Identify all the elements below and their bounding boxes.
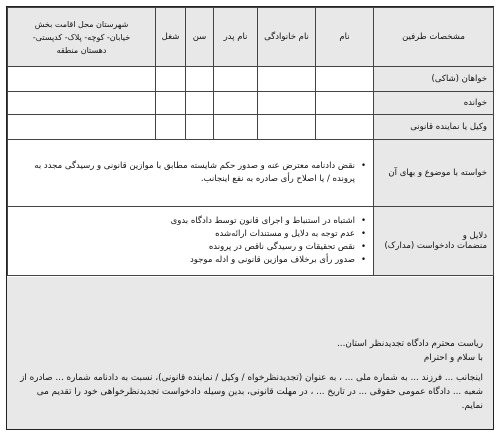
cell-attorney-family[interactable] xyxy=(258,115,316,140)
request-item: • نقض دادنامه معترض عنه و صدور حکم شایسته مطابق با موازین قانونی و رسیدگی مجدد به پرونده / یا اصلاح رأی صادره به نفع اینجانب. xyxy=(14,160,355,186)
cell-defendant-father[interactable] xyxy=(214,92,258,115)
cell-defendant-name[interactable] xyxy=(316,92,374,115)
cell-defendant-family[interactable] xyxy=(258,92,316,115)
header-job: شغل xyxy=(156,8,186,67)
cell-attorney-father[interactable] xyxy=(214,115,258,140)
evidence-cell[interactable] xyxy=(8,207,374,276)
address-line-1: شهرستان محل اقامت بخش xyxy=(34,19,129,29)
evidence-item: • صدور رأی برخلاف موازین قانونی و ادله موجود xyxy=(14,254,355,267)
cell-attorney-age[interactable] xyxy=(186,115,214,140)
cell-defendant-age[interactable] xyxy=(186,92,214,115)
header-parties: مشخصات طرفین xyxy=(374,8,494,67)
petition-body: اینجانب ... فرزند ... به شماره ملی ... ، به عنوان (تجدیدنظرخواه / وکیل / نماینده قانونی)، نسبت به دادنامه شماره ... صادره از شعبه ... دادگاه عمومی حقوقی ... در تاریخ ... ، در مهلت قانونی، بدین وسیله دادخواست تجدیدنظرخواهی خود را تقدیم می نمایم. xyxy=(20,373,483,411)
cell-plaintiff-age[interactable] xyxy=(186,67,214,92)
cell-plaintiff-name[interactable] xyxy=(316,67,374,92)
petition-text-area[interactable] xyxy=(7,277,493,429)
evidence-item: • اشتباه در استنباط و اجرای قانون توسط دادگاه بدوی xyxy=(14,215,355,228)
petition-form xyxy=(6,6,494,430)
cell-plaintiff-family[interactable] xyxy=(258,67,316,92)
cell-attorney-address[interactable] xyxy=(8,115,156,140)
request-label: خواسته با موضوع و بهای آن xyxy=(374,140,494,207)
row-label-plaintiff: خواهان (شاکی) xyxy=(374,67,494,92)
parties-table xyxy=(7,7,494,276)
request-cell[interactable] xyxy=(8,140,374,207)
header-address xyxy=(8,8,156,67)
cell-plaintiff-job[interactable] xyxy=(156,67,186,92)
header-father: نام پدر xyxy=(214,8,258,67)
greeting: با سلام و احترام xyxy=(423,353,483,363)
evidence-label-line1: دلایل و xyxy=(462,231,487,241)
address-line-3: دهستان منطقه xyxy=(56,45,107,55)
header-name: نام xyxy=(316,8,374,67)
cell-plaintiff-address[interactable] xyxy=(8,67,156,92)
cell-defendant-job[interactable] xyxy=(156,92,186,115)
evidence-label xyxy=(374,207,494,276)
cell-plaintiff-father[interactable] xyxy=(214,67,258,92)
salutation: ریاست محترم دادگاه تجدیدنظر استان... xyxy=(337,339,483,349)
row-label-defendant: خوانده xyxy=(374,92,494,115)
cell-defendant-address[interactable] xyxy=(8,92,156,115)
evidence-item: • عدم توجه به دلایل و مستندات ارائه‌شده xyxy=(14,228,355,241)
header-age: سن xyxy=(186,8,214,67)
row-label-attorney: وکیل یا نماینده قانونی xyxy=(374,115,494,140)
address-line-2: خیابان- کوچه- پلاک- کدپستی- xyxy=(32,32,131,42)
header-family: نام خانوادگی xyxy=(258,8,316,67)
evidence-item: • نقص تحقیقات و رسیدگی ناقص در پرونده xyxy=(14,241,355,254)
cell-attorney-name[interactable] xyxy=(316,115,374,140)
evidence-label-line2: منضمات دادخواست (مدارک) xyxy=(384,241,487,251)
cell-attorney-job[interactable] xyxy=(156,115,186,140)
